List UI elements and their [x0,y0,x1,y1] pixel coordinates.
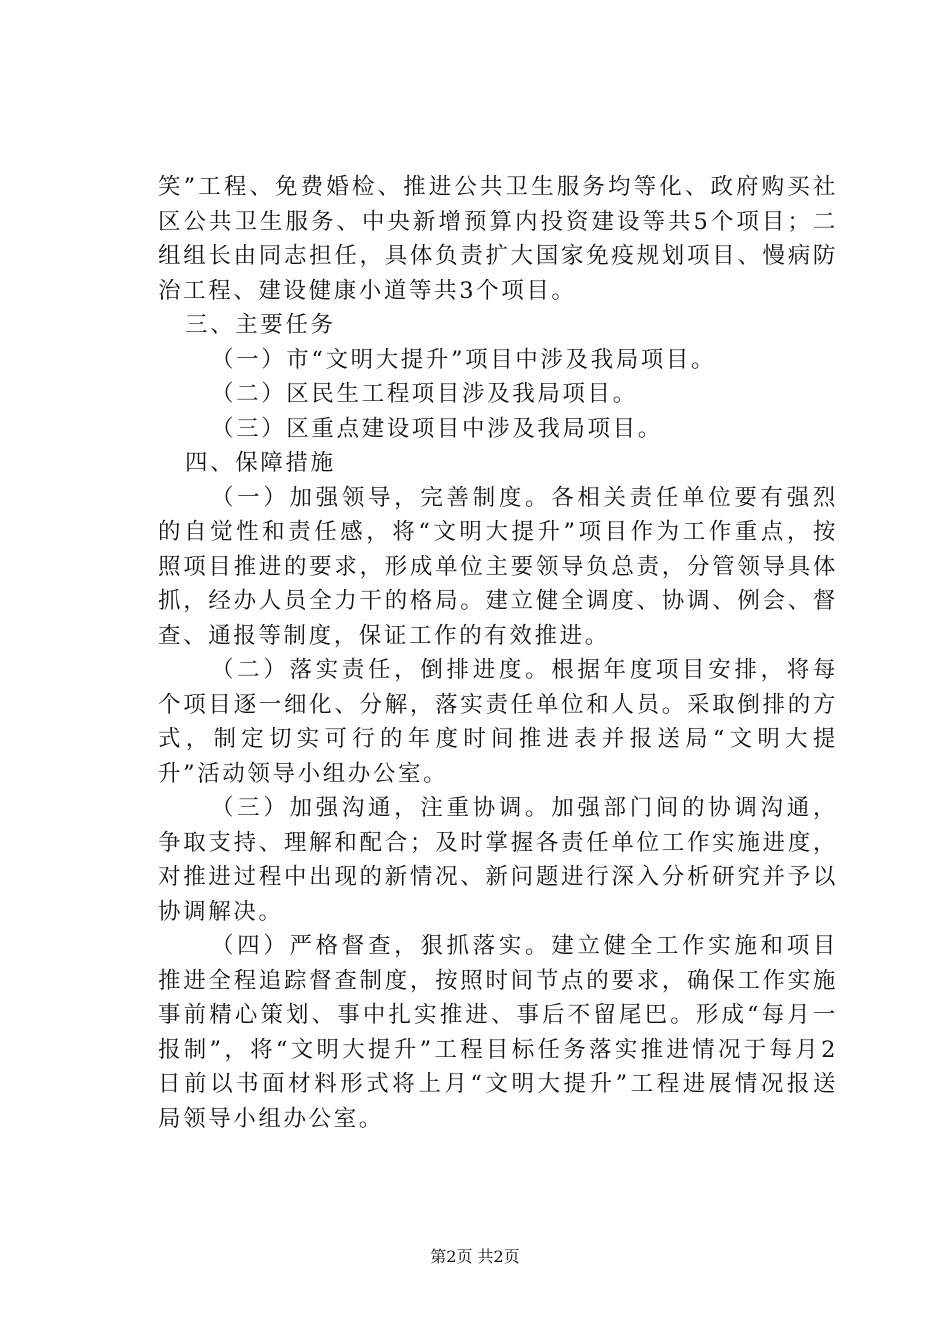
safeguard-paragraph-2: （二）落实责任，倒排进度。根据年度项目安排，将每个项目逐一细化、分解，落实责任单位和人员。采取倒排的方式，制定切实可行的年度时间推进表并报送局“文明大提升”活动领导小组办公室。 [158,657,838,787]
document-body [158,170,838,1136]
safeguard-paragraph-4: （四）严格督查，狠抓落实。建立健全工作实施和项目推进全程追踪督查制度，按照时间节点的要求，确保工作实施事前精心策划、事中扎实推进、事后不留尾巴。形成“每月一报制”，将“文明大提升”工程目标任务落实推进情况于每月2日前以书面材料形式将上月“文明大提升”工程进展情况报送局领导小组办公室。 [158,933,838,1132]
paragraph-continued: 笑”工程、免费婚检、推进公共卫生服务均等化、政府购买社区公共卫生服务、中央新增预算内投资建设等共5个项目；二组组长由同志担任，具体负责扩大国家免疫规划项目、慢病防治工程、建设健康小道等共3个项目。 [158,174,838,304]
task-item-3: （三）区重点建设项目中涉及我局项目。 [211,415,663,442]
safeguard-paragraph-3: （三）加强沟通，注重协调。加强部门间的协调沟通，争取支持、理解和配合；及时掌握各责任单位工作实施进度，对推进过程中出现的新情况、新问题进行深入分析研究并予以协调解决。 [158,795,838,925]
page-footer: 第2页 共2页 [430,1247,520,1266]
task-item-1: （一）市“文明大提升”项目中涉及我局项目。 [211,346,717,373]
section-heading-safeguards: 四、保障措施 [185,450,336,476]
section-heading-main-tasks: 三、主要任务 [185,312,336,338]
task-item-2: （二）区民生工程项目涉及我局项目。 [211,381,638,407]
safeguard-paragraph-1: （一）加强领导，完善制度。各相关责任单位要有强烈的自觉性和责任感，将“文明大提升”项目作为工作重点，按照项目推进的要求，形成单位主要领导负总责，分管领导具体抓，经办人员全力干的格局。建立健全调度、协调、例会、督查、通报等制度，保证工作的有效推进。 [158,484,838,649]
